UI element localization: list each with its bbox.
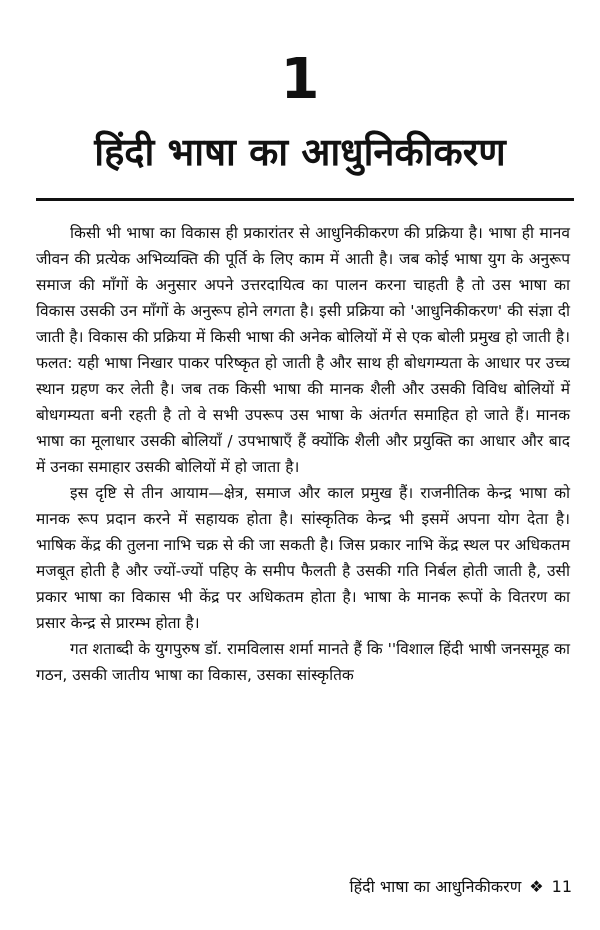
page-number: 11 bbox=[551, 877, 572, 896]
paragraph-2: इस दृष्टि से तीन आयाम—क्षेत्र, समाज और काल प्रमुख हैं। राजनीतिक केन्द्र भाषा को मानक रूप प्रदान करने में सहायक होता है। सांस्कृतिक केन्द्र भी इसमें अपना योग देता है। भाषिक केंद्र की तुलना नाभि चक्र से की जा सकती है। जिस प्रकार नाभि केंद्र स्थल पर अधिकतम मजबूत होती है और ज्यों-ज्यों पहिए के समीप फैलती है उसकी गति निर्बल होती जाती है, उसी प्रकार भाषा का विकास भी केंद्र पर अधिकतम होता है। भाषा के मानक रूपों के वितरण का प्रसार केन्द्र से प्रारम्भ होता है। bbox=[36, 484, 570, 632]
running-title: हिंदी भाषा का आधुनिकीकरण bbox=[349, 877, 522, 896]
chapter-number: 1 bbox=[280, 47, 320, 112]
paragraph-1: किसी भी भाषा का विकास ही प्रकारांतर से आधुनिकीकरण की प्रक्रिया है। भाषा ही मानव जीवन की प्रत्येक अभिव्यक्ति की पूर्ति के लिए काम में आती है। जब कोई भाषा युग के अनुरूप समाज की माँगों के अनुसार अपने उत्तरदायित्व का पालन करना चाहती है तो उस भाषा का विकास उसकी उन माँगों के अनुरूप होने लगता है। इसी प्रक्रिया को 'आधुनिकीकरण' की संज्ञा दी जाती है। विकास की प्रक्रिया में किसी भाषा की अनेक बोलियों में से एक बोली प्रमुख हो जाती है। फलत: यही भाषा निखार पाकर परिष्कृत हो जाती है और साथ ही बोधगम्यता के आधार पर उच्च स्थान ग्रहण कर लेती है। जब तक किसी भाषा की मानक शैली और उसकी विविध बोलियों में बोधगम्यता बनी रहती है तो वे सभी उपरूप उस भाषा के अंतर्गत समाहित हो जाते हैं। मानक भाषा का मूलाधार उसकी बोलियाँ / उपभाषाएँ हैं क्योंकि शैली और प्रयुक्ति का आधार और बाद में उनका समाहार उसकी बोलियों में हो जाता है। bbox=[36, 224, 570, 476]
chapter-body bbox=[36, 220, 570, 688]
title-underline-rule bbox=[36, 198, 574, 201]
chapter-title: हिंदी भाषा का आधुनिकीकरण bbox=[94, 130, 506, 174]
footer-ornament-icon: ❖ bbox=[529, 877, 544, 896]
page-footer bbox=[349, 876, 572, 898]
paragraph-3: गत शताब्दी के युगपुरुष डॉ. रामविलास शर्मा मानते हैं कि ''विशाल हिंदी भाषी जनसमूह का गठन, उसकी जातीय भाषा का विकास, उसका सांस्कृतिक bbox=[36, 640, 570, 684]
